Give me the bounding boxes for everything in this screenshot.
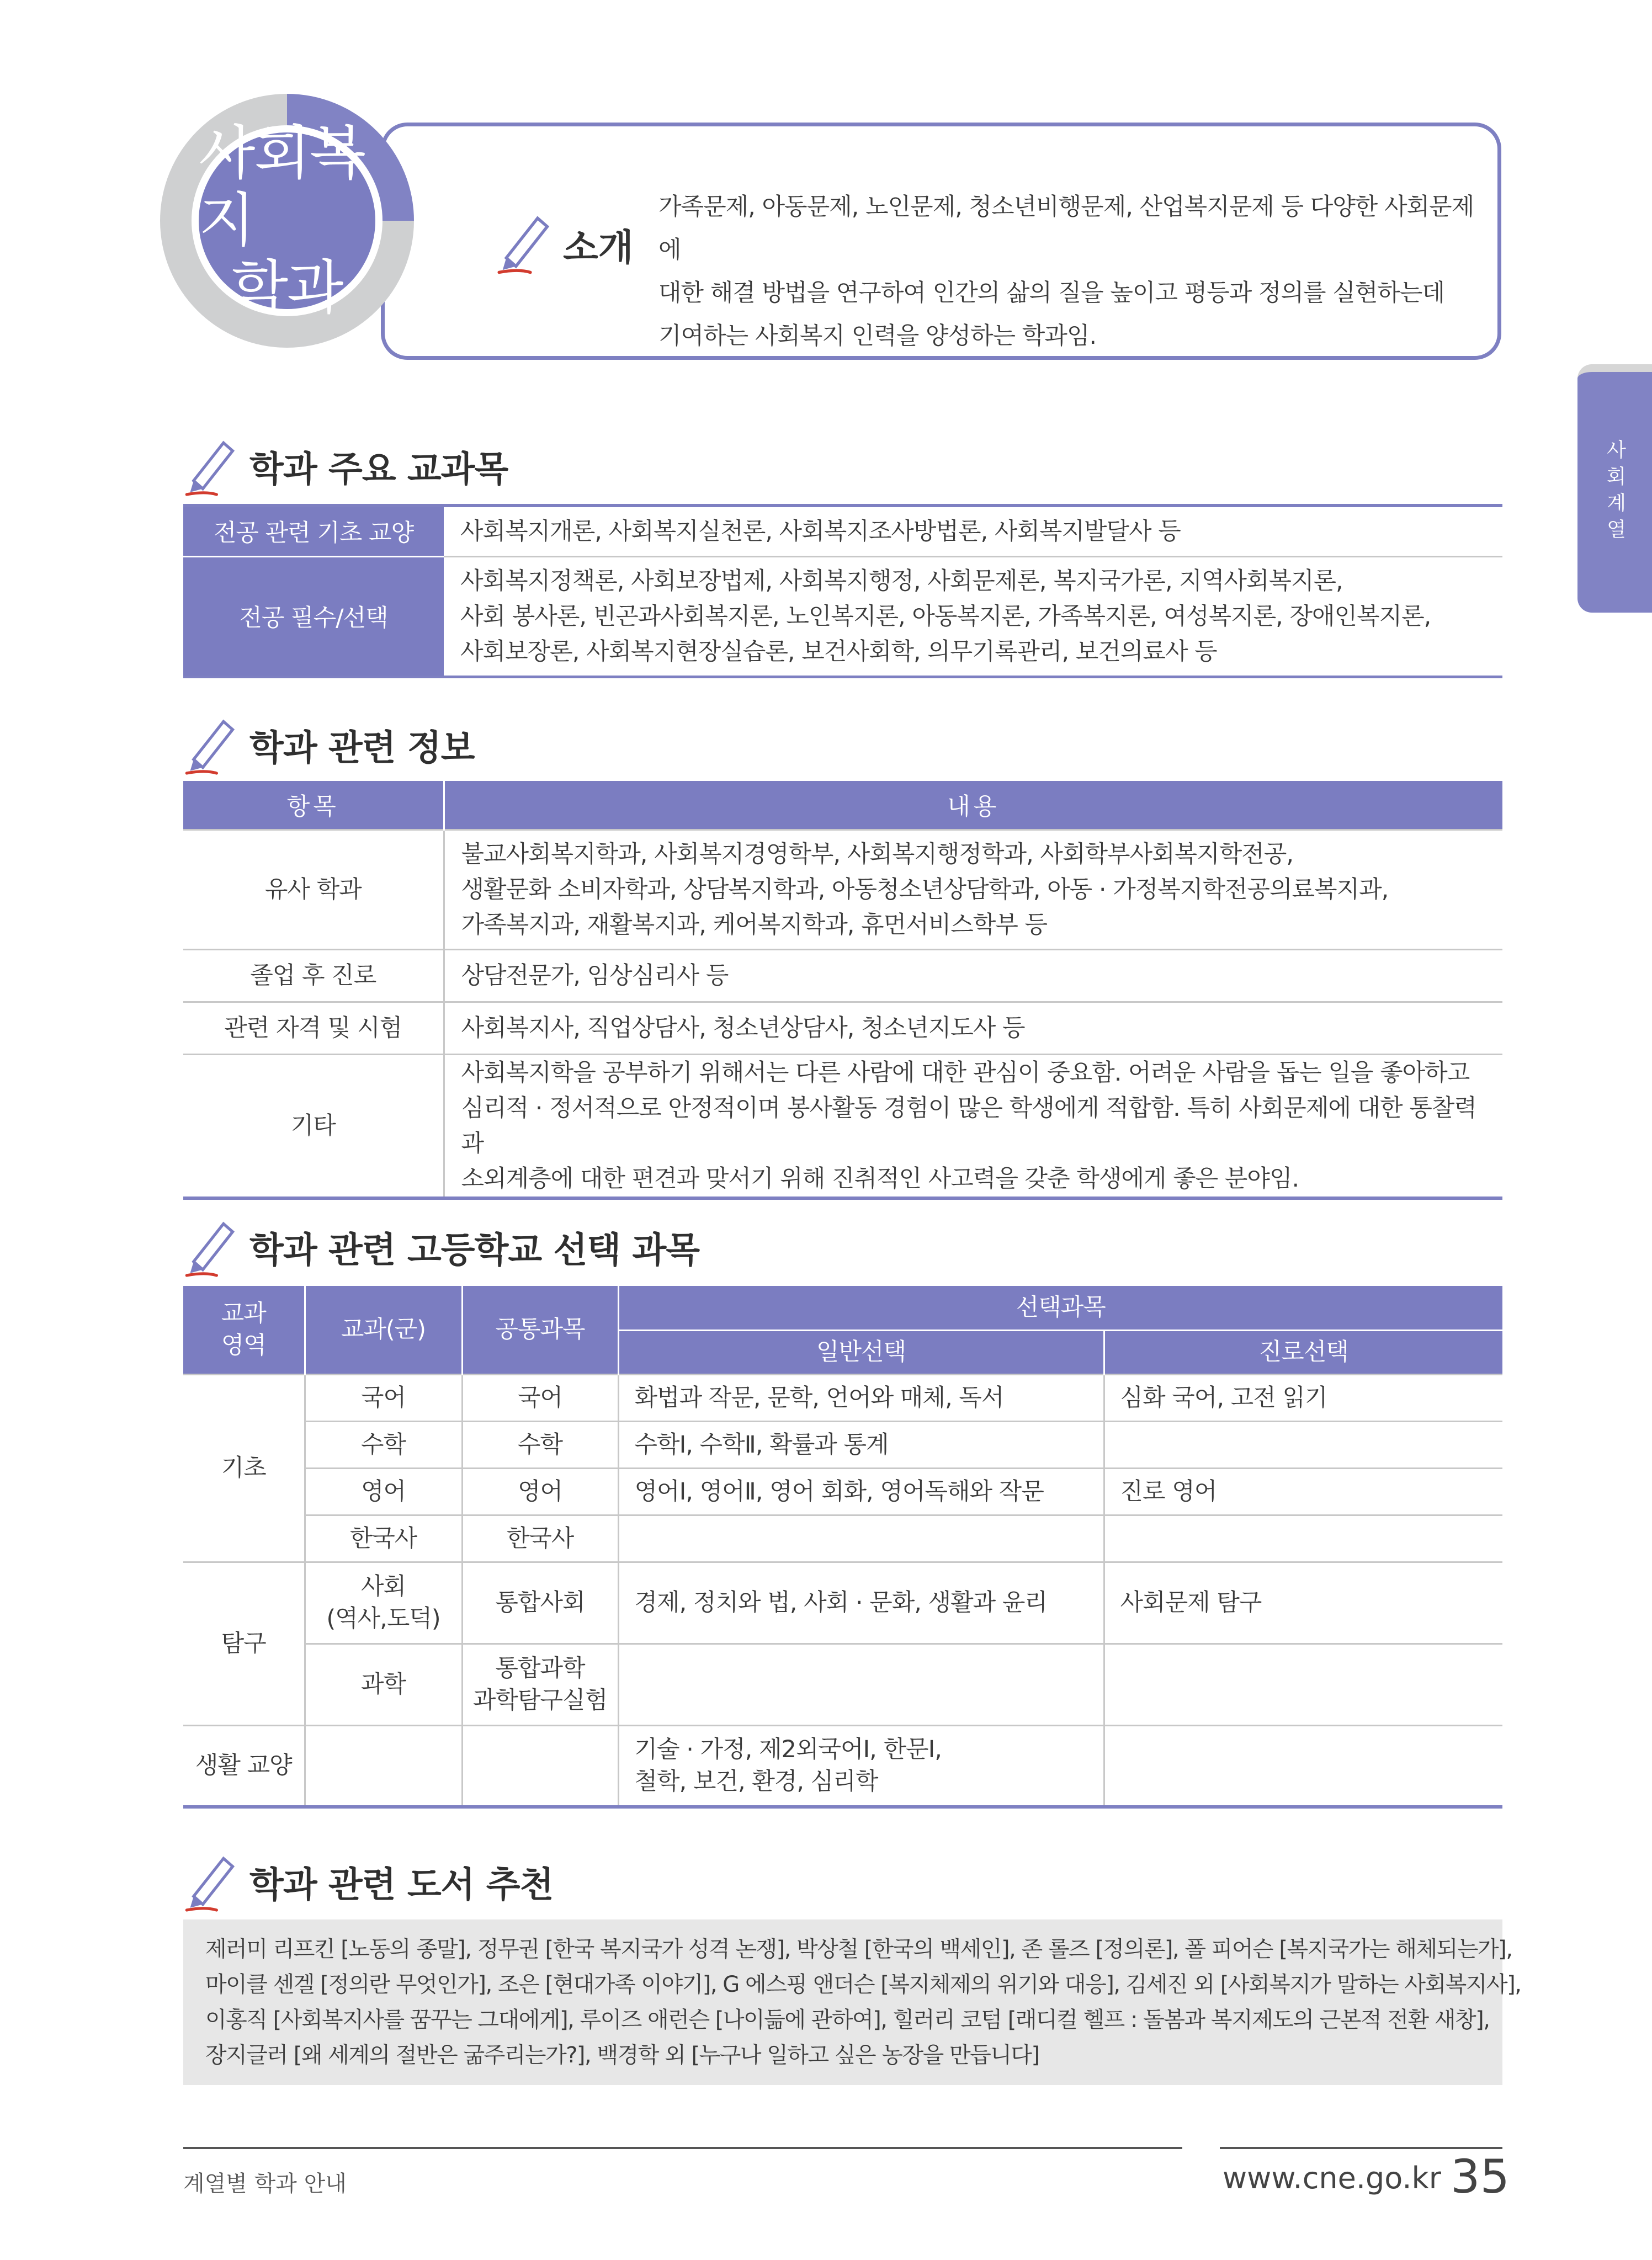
table-row: 수학 수학 수학Ⅰ, 수학Ⅱ, 확률과 통계 bbox=[183, 1421, 1502, 1468]
book-line: 마이클 센겔 [정의란 무엇인가], 조은 [현대가족 이야기], G 에스핑 앤더슨 [복지체제의 위기와 대응], 김세진 외 [사회복지가 말하는 사회복지사], bbox=[205, 1972, 1521, 1997]
table-row bbox=[183, 1002, 1502, 1054]
header-subject: 교과(군) bbox=[305, 1286, 462, 1374]
row-label: 관련 자격 및 시험 bbox=[183, 1002, 444, 1054]
footer-title: 계열별 학과 안내 bbox=[183, 2171, 347, 2197]
book-line: 이홍직 [사회복지사를 꿈꾸는 그대에게], 루이즈 애런슨 [나이듦에 관하여], 힐러리 코텀 [래디컬 헬프 : 돌봄과 복지제도의 근본적 전환 새창], bbox=[205, 2007, 1490, 2033]
department-badge bbox=[160, 94, 414, 348]
area-label: 탐구 bbox=[183, 1562, 305, 1725]
table-row bbox=[183, 829, 1502, 949]
row-value: 불교사회복지학과, 사회복지경영학부, 사회복지행정학과, 사회학부사회복지학전공, 생활문화 소비자학과, 상담복지학과, 아동청소년상담학과, 아동 · 가정복지학전공의료복지과, 가족복지과, 재활복지과, 케어복지학과, 휴먼서비스학부 등 bbox=[444, 829, 1502, 949]
table-row bbox=[183, 949, 1502, 1002]
section-heading-courses: 학과 주요 교과목 bbox=[182, 433, 508, 499]
table-row: 탐구 사회 (역사,도덕) 통합사회 경제, 정치와 법, 사회 · 문화, 생활과 윤리 사회문제 탐구 bbox=[183, 1562, 1502, 1644]
row-label: 전공 필수/선택 bbox=[183, 556, 444, 677]
department-title-line2: 학과 bbox=[231, 254, 343, 322]
pencil-icon bbox=[182, 1215, 240, 1279]
row-value: 사회복지개론, 사회복지실천론, 사회복지조사방법론, 사회복지발달사 등 bbox=[444, 506, 1502, 556]
table-header-row bbox=[183, 781, 1502, 829]
intro-text: 가족문제, 아동문제, 노인문제, 청소년비행문제, 산업복지문제 등 다양한 사회문제에 대한 해결 방법을 연구하여 인간의 삶의 질을 높이고 평등과 정의를 실현하는데 기여하는 사회복지 인력을 양성하는 학과임. bbox=[658, 193, 1474, 350]
area-label: 기초 bbox=[183, 1374, 305, 1562]
section-heading-info: 학과 관련 정보 bbox=[182, 712, 475, 778]
header-common: 공통과목 bbox=[462, 1286, 618, 1374]
header-area: 교과 영역 bbox=[183, 1286, 305, 1374]
row-label: 기타 bbox=[183, 1054, 444, 1198]
row-label: 졸업 후 진로 bbox=[183, 949, 444, 1002]
pencil-icon bbox=[182, 713, 240, 777]
side-tab-category: 사회계열 bbox=[1577, 364, 1652, 613]
table-row bbox=[183, 506, 1502, 556]
section-heading-books: 학과 관련 도서 추천 bbox=[182, 1849, 553, 1915]
table-row bbox=[183, 556, 1502, 677]
row-value: 사회복지사, 직업상담사, 청소년상담사, 청소년지도사 등 bbox=[444, 1002, 1502, 1054]
header-general: 일반선택 bbox=[618, 1330, 1104, 1374]
intro-label: 소개 bbox=[563, 226, 634, 269]
table-row bbox=[183, 1054, 1502, 1198]
table-row: 과학 통합과학 과학탐구실험 bbox=[183, 1644, 1502, 1725]
footer-divider bbox=[183, 2147, 1182, 2149]
courses-table bbox=[183, 504, 1502, 678]
department-title bbox=[199, 119, 375, 322]
table-row: 기초 국어 국어 화법과 작문, 문학, 언어와 매체, 독서 심화 국어, 고전 읽기 bbox=[183, 1374, 1502, 1421]
row-label: 전공 관련 기초 교양 bbox=[183, 506, 444, 556]
footer-divider bbox=[1220, 2147, 1502, 2149]
book-line: 제러미 리프킨 [노동의 종말], 정무권 [한국 복지국가 성격 논쟁], 박상철 [한국의 백세인], 존 롤즈 [정의론], 폴 피어슨 [복지국가는 해체되는가], bbox=[205, 1937, 1512, 1962]
header-elective: 선택과목 bbox=[618, 1286, 1502, 1330]
row-label: 유사 학과 bbox=[183, 829, 444, 949]
hs-subjects-table bbox=[183, 1286, 1502, 1809]
book-recommendations bbox=[183, 1919, 1521, 2085]
table-row: 생활 교양 기술 · 가정, 제2외국어Ⅰ, 한문Ⅰ, 철학, 보건, 환경, 심리학 bbox=[183, 1725, 1502, 1807]
header-item: 항목 bbox=[183, 781, 444, 829]
section-heading-hs: 학과 관련 고등학교 선택 과목 bbox=[182, 1214, 699, 1280]
department-title-line1: 사회복지 bbox=[199, 119, 365, 254]
row-value: 사회복지정책론, 사회보장법제, 사회복지행정, 사회문제론, 복지국가론, 지역사회복지론, 사회 봉사론, 빈곤과사회복지론, 노인복지론, 아동복지론, 가족복지론, 여성복지론, 장애인복지론, 사회보장론, 사회복지현장실습론, 보건사회학, 의무기록관리, 보건의료사 등 bbox=[460, 567, 1431, 666]
footer-url-link[interactable]: www.cne.go.kr bbox=[1223, 2161, 1442, 2195]
header-content: 내용 bbox=[444, 781, 1502, 829]
page-number: 35 bbox=[1451, 2150, 1510, 2204]
info-table bbox=[183, 781, 1502, 1200]
row-value: 사회복지학을 공부하기 위해서는 다른 사람에 대한 관심이 중요함. 어려운 사람을 돕는 일을 좋아하고 심리적 · 정서적으로 안정적이며 봉사활동 경험이 많은 학생에게 적합함. 특히 사회문제에 대한 통찰력과 소외계층에 대한 편견과 맞서기 위해 진취적인 사고력을 갖춘 학생에게 좋은 분야임. bbox=[444, 1054, 1502, 1198]
header-career: 진로선택 bbox=[1104, 1330, 1502, 1374]
table-header-row bbox=[183, 1286, 1502, 1330]
pencil-icon bbox=[494, 210, 555, 276]
pencil-icon bbox=[182, 434, 240, 498]
row-value: 상담전문가, 임상심리사 등 bbox=[444, 949, 1502, 1002]
area-label: 생활 교양 bbox=[183, 1725, 305, 1807]
book-line: 장지글러 [왜 세계의 절반은 굶주리는가?], 백경학 외 [누구나 일하고 싶은 농장을 만듭니다] bbox=[205, 2043, 1039, 2068]
table-row: 영어 영어 영어Ⅰ, 영어Ⅱ, 영어 회화, 영어독해와 작문 진로 영어 bbox=[183, 1468, 1502, 1515]
table-row: 한국사 한국사 bbox=[183, 1515, 1502, 1562]
pencil-icon bbox=[182, 1850, 240, 1914]
